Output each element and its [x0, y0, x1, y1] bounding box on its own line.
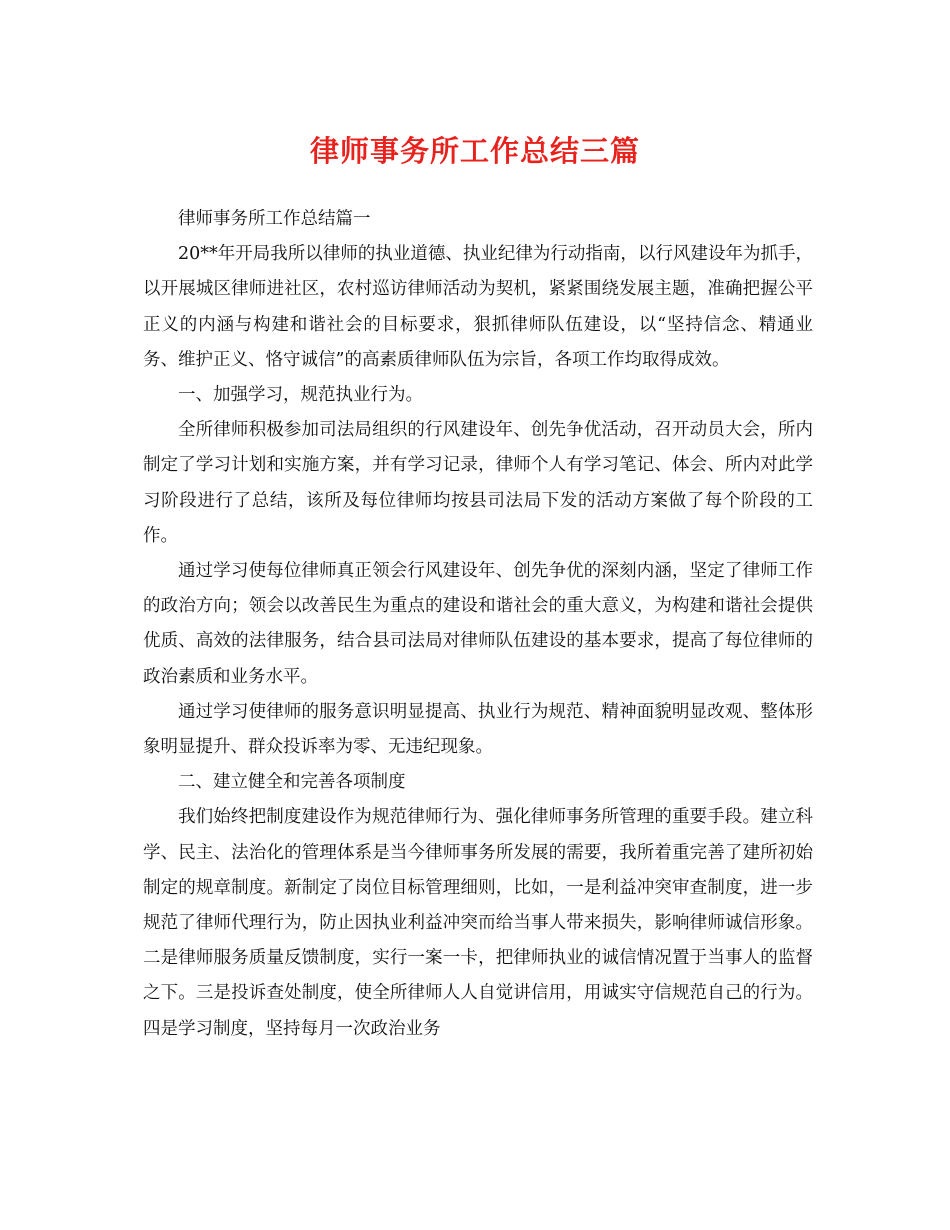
document-title: 律师事务所工作总结三篇: [309, 134, 640, 168]
paragraph: 20**年开局我所以律师的执业道德、执业纪律为行动指南，以行风建设年为抓手，以开展城区律师进社区，农村巡访律师活动为契机，紧紧围绕发展主题，准确把握公平正义的内涵与构建和谐社会的目标要求，狠抓律师队伍建设，以“坚持信念、精通业务、维护正义、恪守诚信”的高素质律师队伍为宗旨，各项工作均取得成效。: [143, 244, 813, 370]
subsection-heading: 二、建立健全和完善各项制度: [178, 772, 406, 793]
section-heading: 律师事务所工作总结篇一: [178, 209, 371, 229]
paragraph: 全所律师积极参加司法局组织的行风建设年、创先争优活动，召开动员大会，所内制定了学习计划和实施方案，并有学习记录，律师个人有学习笔记、体会、所内对此学习阶段进行了总结，该所及每位律师均按县司法局下发的活动方案做了每个阶段的工作。: [143, 420, 813, 546]
document-body: [143, 202, 813, 1047]
paragraph: 通过学习使律师的服务意识明显提高、执业行为规范、精神面貌明显改观、整体形象明显提升、群众投诉率为零、无违纪现象。: [143, 701, 813, 758]
subsection-heading: 一、加强学习，规范执业行为。: [178, 385, 423, 406]
paragraph: 通过学习使每位律师真正领会行风建设年、创先争优的深刻内涵，坚定了律师工作的政治方向；领会以改善民生为重点的建设和谐社会的重大意义，为构建和谐社会提供优质、高效的法律服务，结合县司法局对律师队伍建设的基本要求，提高了每位律师的政治素质和业务水平。: [143, 561, 813, 687]
paragraph: 我们始终把制度建设作为规范律师行为、强化律师事务所管理的重要手段。建立科学、民主、法治化的管理体系是当今律师事务所发展的需要，我所着重完善了建所初始制定的规章制度。新制定了岗位目标管理细则，比如，一是利益冲突审查制度，进一步规范了律师代理行为，防止因执业利益冲突而给当事人带来损失，影响律师诚信形象。二是律师服务质量反馈制度，实行一案一卡，把律师执业的诚信情况置于当事人的监督之下。三是投诉查处制度，使全所律师人人自觉讲信用，用诚实守信规范自己的行为。四是学习制度，坚持每月一次政治业务: [143, 807, 813, 1039]
